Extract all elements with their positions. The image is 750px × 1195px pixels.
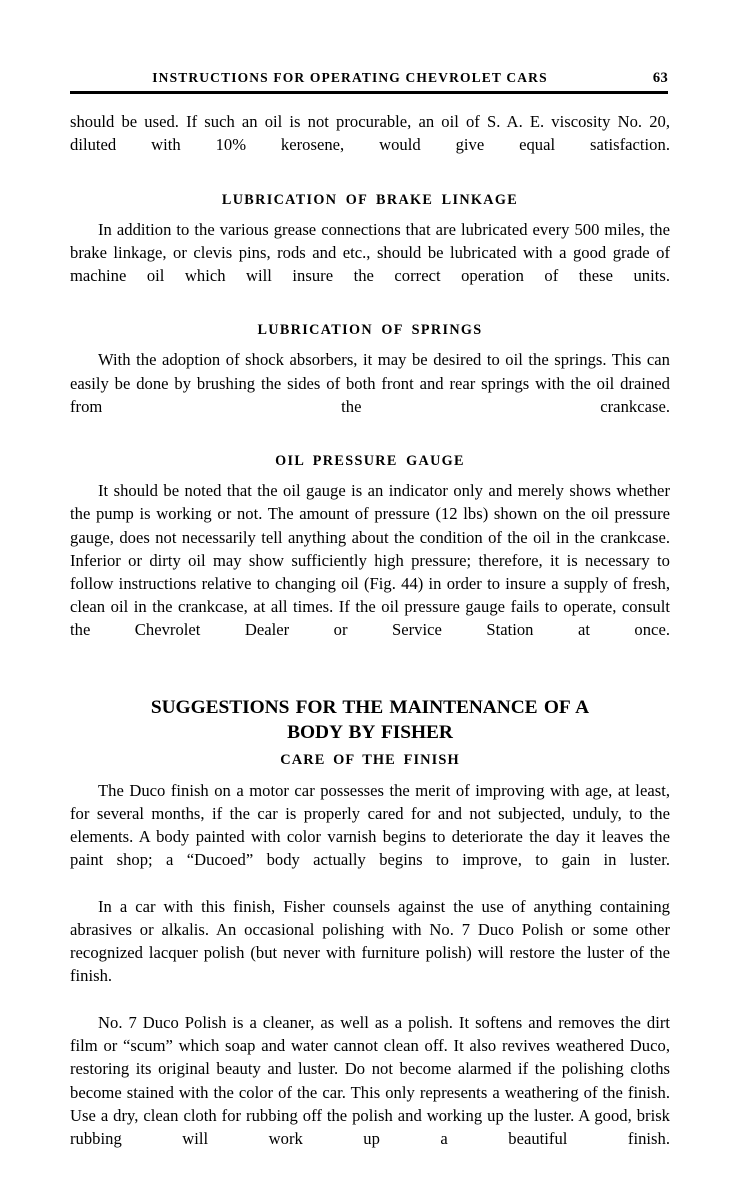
- main-section-subtitle: CARE OF THE FINISH: [280, 751, 460, 768]
- section-paragraph-springs: With the adoption of shock absorbers, it may be desired to oil the springs. This can easily be done by brushing the sides of both front and rear springs with the oil drained from the crankcase.: [70, 350, 670, 416]
- header-rule: [70, 91, 668, 94]
- main-section-title-line-2: BODY BY FISHER: [287, 721, 453, 743]
- main-section-paragraph-3: No. 7 Duco Polish is a cleaner, as well as a polish. It softens and removes the dirt film or “scum” which soap and water cannot clean off. It also revives weathered Duco, restoring its original beauty and luster. Do not become alarmed if the polishing cloths become stained with the color of the car. This only represents a weathering of the finish. Use a dry, clean cloth for rubbing off the polish and working up the luster. A good, brisk rubbing will work up a beautiful finish.: [70, 1012, 670, 1148]
- main-section-paragraph-1: The Duco finish on a motor car possesses the merit of improving with age, at least, for several months, if the car is properly cared for and not subjected, unduly, to the elements. A body painted with color varnish begins to deteriorate the day it leaves the paint shop; a “Ducoed” body actually begins to improve, to gain in luster.: [70, 780, 670, 870]
- section-paragraph-oil-pressure-gauge: It should be noted that the oil gauge is an indicator only and merely shows whether the pump is working or not. The amount of pressure (12 lbs) shown on the oil pressure gauge, does not necessarily tell anything about the condition of the oil in the crankcase. Inferior or dirty oil may show sufficiently high pressure; therefore, it is necessary to follow instructions relative to changing oil (Fig. 44) in order to insure a supply of fresh, clean oil in the crankcase, at all times. If the oil pressure gauge fails to operate, consult the Chevrolet Dealer or Service Station at once.: [70, 481, 670, 640]
- page-number: 63: [652, 70, 668, 86]
- continued-paragraph: should be used. If such an oil is not procurable, an oil of S. A. E. viscosity No. 20, diluted with 10% kerosene, would give equal satisfaction.: [70, 112, 670, 155]
- section-paragraph-brake-linkage: In addition to the various grease connections that are lubricated every 500 miles, the brake linkage, or clevis pins, rods and etc., should be lubricated with a good grade of machine oil which will insure the correct operation of these units.: [70, 219, 670, 286]
- text-column: [70, 110, 670, 1173]
- main-section-title-line-1: SUGGESTIONS FOR THE MAINTENANCE OF A: [150, 696, 590, 718]
- running-header-title: INSTRUCTIONS FOR OPERATING CHEVROLET CARS: [152, 70, 548, 85]
- running-header: [70, 70, 668, 96]
- section-heading-springs: LUBRICATION OF SPRINGS: [257, 322, 483, 339]
- section-heading-oil-pressure-gauge: OIL PRESSURE GAUGE: [275, 453, 465, 470]
- main-section-paragraph-2: In a car with this finish, Fisher counsels against the use of anything containing abrasives or alkalis. An occasional polishing with No. 7 Duco Polish or some other recognized lacquer polish (but never with furniture polish) will restore the luster of the finish.: [70, 896, 670, 986]
- section-heading-brake-linkage: LUBRICATION OF BRAKE LINKAGE: [221, 191, 519, 208]
